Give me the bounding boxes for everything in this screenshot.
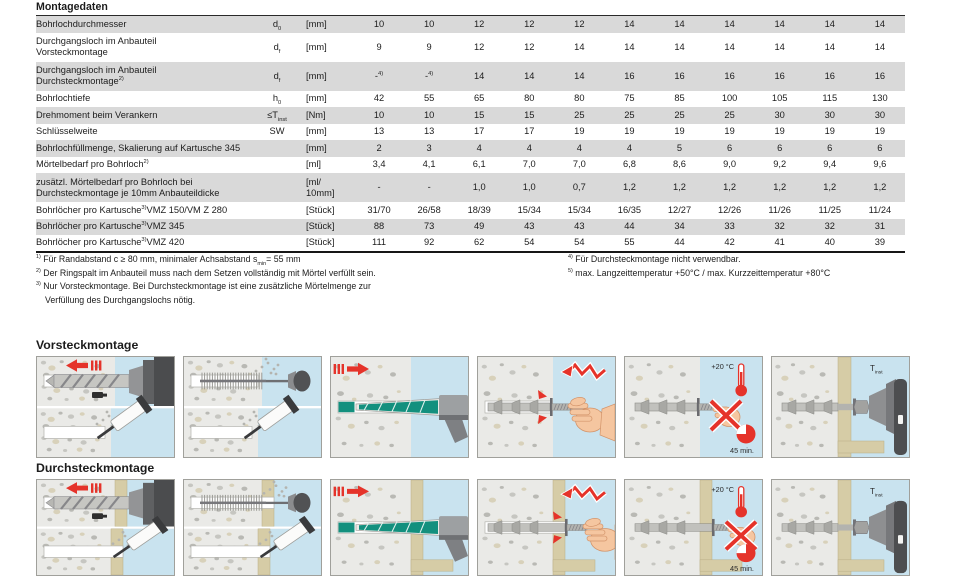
vorsteck-step-curing [624,356,763,458]
value-cell: 14 [824,18,835,29]
row-label: Bohrlochfüllmenge, Skalierung auf Kartusche 345 [36,142,241,153]
value-cell: 130 [872,93,888,104]
row-label: Drehmoment beim Verankern [36,109,158,120]
value-cell: 39 [855,235,905,252]
value-cell: 4 [576,142,582,153]
montagedaten-title: Montagedaten [36,1,108,13]
value-cell: -$^{4)}$ [425,70,434,81]
value-cell: 2 [376,142,382,153]
footnote: $^{3)}$ Nur Vorsteckmontage. Bei Durchsteckmontage ist eine zusätzliche Mörtelmenge zur [36,281,371,291]
value-cell: 105 [771,93,788,104]
value-cell: 25 [724,109,735,120]
value-cell: 25 [624,109,635,120]
value-cell: 7,0 [572,159,586,170]
temperature-label: +20 °C [711,362,734,371]
value-cell: 4 [476,142,482,153]
durchsteckmontage-steps [36,479,910,576]
value-cell: 14 [624,18,635,29]
value-cell: 4,1 [422,159,436,170]
row-label: Mörtelbedarf pro Bohrloch$^{2)}$ [36,159,149,170]
value-cell: 4 [526,142,532,153]
value-cell: 4 [626,142,633,153]
value-cell: 43 [524,221,535,232]
value-cell: 5 [676,142,683,153]
row-unit: [mm] [306,70,327,81]
value-cell: 0,7 [572,182,586,193]
value-cell: 55 [423,93,435,104]
value-cell: 15/34 [567,204,591,215]
row-unit: [ml/ 10mm] [306,176,335,198]
footnote: $^{1)}$ Für Randabstand c ≥ 80 mm, minimaler Achsabstand $s_{min}= 55$ mm [36,254,301,267]
value-cell: 62 [454,235,504,252]
value-cell: 44 [624,221,635,232]
value-cell: 44 [654,235,704,252]
value-cell: 73 [423,221,435,232]
value-cell: 14 [574,70,585,81]
value-cell: 40 [805,235,855,252]
value-cell: 26/58 [417,204,441,215]
value-cell: 14 [774,18,785,29]
row-label: Bohrlöcher pro Kartusche$^{3)}$VMZ 150/VM Z 280 [36,204,228,215]
value-cell: 10 [423,18,435,29]
value-cell: 19 [674,126,685,137]
value-cell: 14 [824,41,835,52]
value-cell: 12 [474,41,485,52]
value-cell: 31/70 [367,204,391,215]
row-unit: [ml] [306,159,321,170]
value-cell: 13 [373,126,385,137]
value-cell: 12/27 [667,204,692,215]
table-row [36,140,905,157]
value-cell: 14 [874,18,886,29]
table-row [36,107,905,124]
row-label: Bohrlöcher pro Kartusche$^{3)}$VMZ 345 [36,221,185,232]
value-cell: 92 [404,235,454,252]
durchsteck-step-inject-mortar [330,479,469,576]
table-row [36,202,905,219]
value-cell: 16 [724,70,735,81]
value-cell: 12 [524,18,535,29]
durchsteckmontage-heading: Durchsteckmontage [36,461,155,475]
value-cell: 11/24 [868,204,892,215]
value-cell: 32 [774,221,785,232]
value-cell: 15 [524,109,535,120]
value-cell: 16 [824,70,835,81]
value-cell: 15 [474,109,485,120]
value-cell: 18/39 [467,204,491,215]
value-cell: 33 [724,221,735,232]
value-cell: 10 [373,109,385,120]
value-cell: 6 [877,142,883,153]
row-symbol: $h_0$ [272,93,282,107]
durchsteck-step-tighten [771,479,910,576]
value-cell: 1,2 [622,182,636,193]
value-cell: 9,0 [723,159,737,170]
value-cell: 32 [824,221,835,232]
vorsteck-step-tighten [771,356,910,458]
value-cell: 42 [705,235,755,252]
value-cell: 13 [423,126,435,137]
value-cell: 14 [724,18,735,29]
value-cell: 19 [624,126,635,137]
value-cell: 25 [574,109,585,120]
value-cell: 111 [354,235,404,252]
value-cell: 14 [874,41,886,52]
value-cell: 6,1 [472,159,486,170]
value-cell: 19 [574,126,585,137]
value-cell: 9,6 [873,159,887,170]
value-cell: 54 [504,235,554,252]
value-cell: 11/26 [768,204,791,215]
row-label: Bohrlochtiefe [36,93,91,104]
row-unit: [Stück] [306,204,335,215]
value-cell: 19 [774,126,785,137]
vorsteck-step-drill-hole [36,356,175,458]
value-cell: 34 [674,221,685,232]
row-unit: [Stück] [306,221,335,232]
value-cell: 42 [373,93,385,104]
value-cell: 14 [674,18,685,29]
row-label: Schlüsselweite [36,126,98,137]
footnotes-left [36,253,516,307]
durchsteck-step-curing [624,479,763,576]
value-cell: 14 [524,70,535,81]
row-label: zusätzl. Mörtelbedarf pro Bohrloch bei Durchsteckmontage je 10mm Anbauteildicke [36,176,220,198]
row-label: Durchgangsloch im Anbauteil Vorsteckmontage [36,36,157,57]
table-row [36,33,905,62]
value-cell: 8,6 [673,159,686,170]
value-cell: 19 [874,126,886,137]
value-cell: 10 [423,109,435,120]
vorsteckmontage-heading: Vorsteckmontage [36,338,139,352]
curing-time-label: 45 min. [730,564,754,573]
value-cell: 19 [824,126,835,137]
table-row [36,16,905,33]
row-symbol: $d_0$ [272,18,282,32]
value-cell: 9 [376,41,382,52]
row-symbol: $d_f$ [273,70,281,84]
value-cell: 88 [373,221,385,232]
value-cell: 17 [524,126,535,137]
tinst-label: $T_{inst}$ [870,487,883,499]
vorsteck-step-inject-mortar [330,356,469,458]
row-unit: [mm] [306,41,327,52]
temperature-label: +20 °C [711,485,734,494]
page-title [36,1,905,16]
value-cell: 80 [524,93,535,104]
row-label: Bohrlochdurchmesser [36,18,127,29]
row-unit: [Nm] [306,109,326,120]
value-cell: 100 [721,93,738,104]
value-cell: 49 [474,221,485,232]
value-cell: 30 [824,109,835,120]
value-cell: 1,2 [823,182,837,193]
value-cell: 12 [524,41,535,52]
table-row [36,235,905,252]
curing-time-label: 45 min. [730,446,754,455]
montagedaten-table [36,16,905,253]
value-cell: 15/34 [517,204,541,215]
value-cell: 16 [674,70,685,81]
value-cell: 11/25 [818,204,842,215]
value-cell: 14 [674,41,685,52]
row-symbol: SW [269,126,285,137]
value-cell: 80 [574,93,585,104]
value-cell: 12/26 [717,204,742,215]
row-label: Durchgangsloch im Anbauteil Durchsteckmontage$^{2)}$ [36,65,157,86]
row-unit: [mm] [306,18,327,29]
value-cell: 31 [874,221,886,232]
value-cell: 16/35 [617,204,642,215]
value-cell: 16 [774,70,785,81]
value-cell: 7,0 [522,159,536,170]
value-cell: 85 [674,93,685,104]
table-row [36,219,905,236]
value-cell: 14 [474,70,485,81]
value-cell: 1,0 [522,182,536,193]
footnotes-right [568,253,968,280]
table-row [36,173,905,202]
value-cell: 17 [474,126,485,137]
value-cell: 75 [624,93,635,104]
value-cell: 6 [827,142,833,153]
value-cell: 12 [474,18,485,29]
value-cell: 1,2 [723,182,737,193]
value-cell: 9,4 [823,159,837,170]
value-cell: 1,0 [472,182,486,193]
row-unit: [Stück] [306,235,354,252]
value-cell: 43 [574,221,585,232]
value-cell: 9 [426,41,432,52]
value-cell: 19 [724,126,735,137]
value-cell: -$^{4)}$ [374,70,384,81]
value-cell: 1,2 [673,182,686,193]
value-cell: 65 [474,93,485,104]
value-cell: 6 [777,142,783,153]
value-cell: 14 [774,41,785,52]
value-cell: 10 [373,18,385,29]
value-cell: 9,2 [773,159,787,170]
value-cell: 115 [822,93,838,104]
footnote: Verfüllung des Durchgangslochs nötig. [45,294,196,305]
vorsteckmontage-steps [36,356,910,458]
value-cell: 54 [554,235,604,252]
footnote: $^{4)}$ Für Durchsteckmontage nicht verwendbar. [568,254,741,264]
value-cell: 25 [674,109,685,120]
value-cell: 1,2 [773,182,787,193]
row-unit: [mm] [306,142,327,153]
table-row [36,157,905,174]
value-cell: 6,8 [622,159,636,170]
value-cell: - [377,182,381,193]
value-cell: 12 [574,18,585,29]
vorsteck-step-clean-hole [183,356,322,458]
footnote: $^{5)}$ max. Langzeittemperatur +50°C / max. Kurzzeittemperatur +80°C [568,267,831,278]
vorsteck-step-insert-anchor [477,356,616,458]
durchsteck-step-drill-hole [36,479,175,576]
value-cell: 41 [755,235,805,252]
value-cell: 55 [604,235,654,252]
row-symbol: $d_f$ [273,41,281,55]
value-cell: 16 [624,70,635,81]
value-cell: 3,4 [372,159,386,170]
value-cell: 3 [426,142,432,153]
row-symbol: $\le T_{inst}$ [267,109,287,123]
row-label: Bohrlöcher pro Kartusche$^{3)}$VMZ 420 [36,235,306,252]
value-cell: 14 [724,41,735,52]
table-row [36,91,905,108]
table-row [36,62,905,91]
value-cell: 16 [874,70,886,81]
tinst-label: $T_{inst}$ [870,364,883,376]
footnote: $^{2)}$ Der Ringspalt im Anbauteil muss nach dem Setzen vollständig mit Mörtel verfüllt sein. [36,267,376,278]
row-unit: [mm] [306,93,327,104]
value-cell: - [427,182,431,193]
value-cell: 1,2 [873,182,887,193]
value-cell: 14 [574,41,585,52]
table-row [36,124,905,141]
durchsteck-step-clean-hole [183,479,322,576]
row-unit: [mm] [306,126,327,137]
durchsteck-step-insert-anchor [477,479,616,576]
value-cell: 30 [774,109,785,120]
value-cell: 30 [874,109,886,120]
value-cell: 14 [624,41,635,52]
value-cell: 6 [727,142,733,153]
